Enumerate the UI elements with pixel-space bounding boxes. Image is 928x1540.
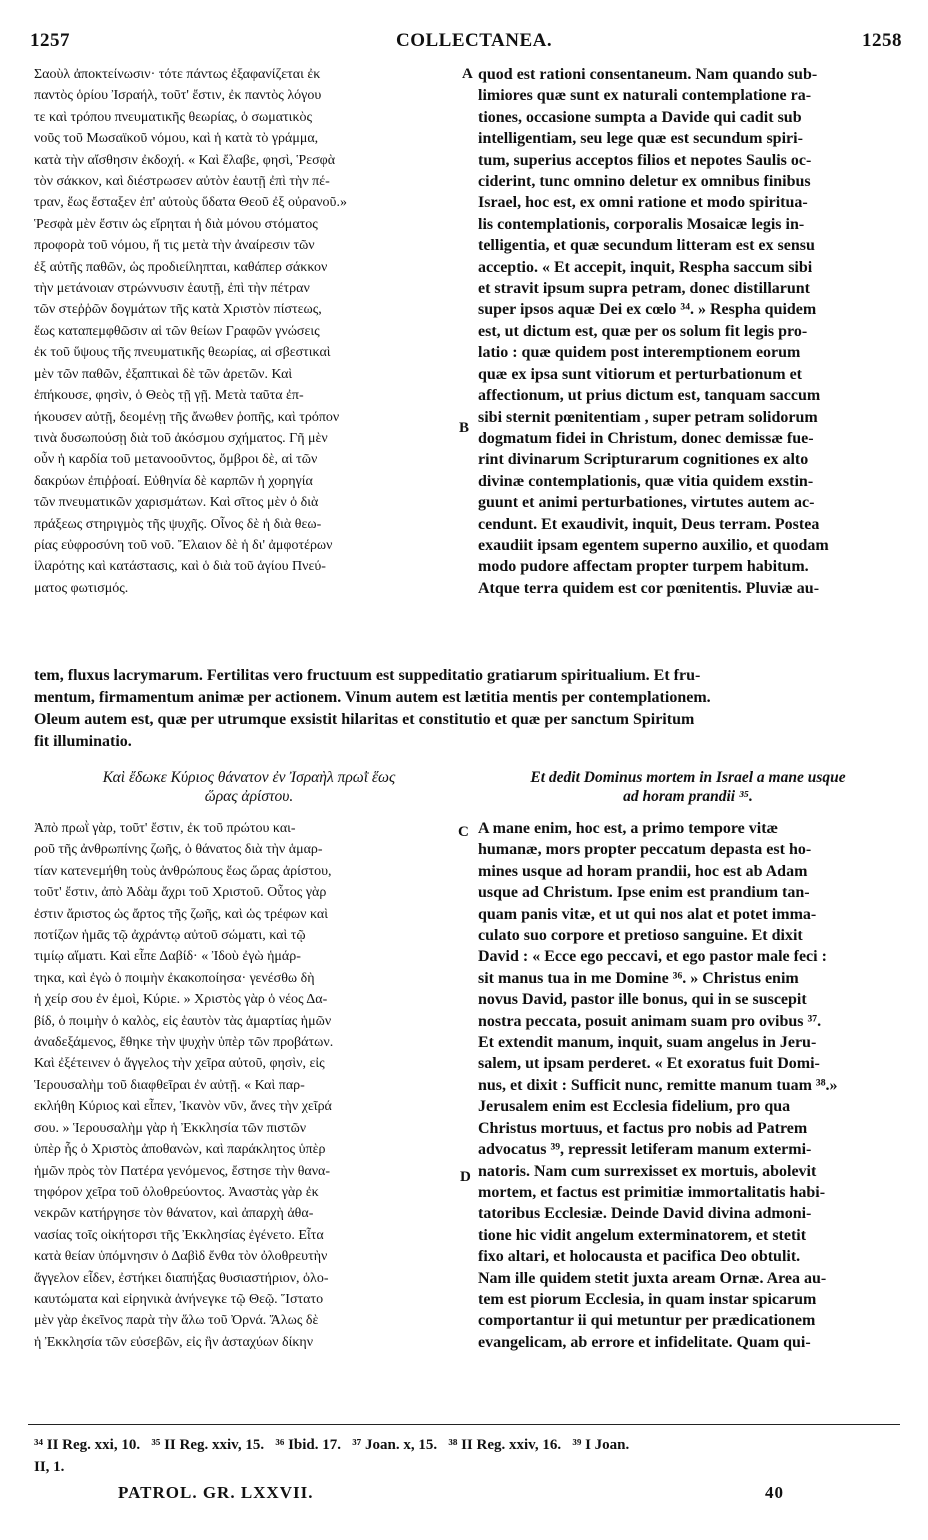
margin-marker-b: B [459,420,470,436]
series-signature: PATROL. GR. LXXVII. [118,1483,314,1502]
margin-marker-c: C [458,824,469,840]
heading-greek: Καὶ ἔδωκε Κύριος θάνατον ἐν Ἰσραὴλ πρωῒ ἕως ὥρας ἀρίστου. [102,769,396,805]
greek-column-bottom: Ἀπὸ πρωῒ γὰρ, τοῦτ' ἔστιν, ἐκ τοῦ πρώτου και- ροῦ τῆς ἀνθρωπίνης ζωῆς, ὁ θάνατος διὰ τὴν ἁμαρ- τίαν κατενεμήθη τοὺς ἀνθρώπους ἕως ὥρας ἀρίστου, τοῦτ' ἔστιν, ἀπὸ Ἀδὰμ ἄχρι τοῦ Χριστοῦ. Οὗτος γὰρ ἐστιν ἄριστος ὡς ἄρτος τῆς ζωῆς, καὶ ὡς τρέφων καὶ ποτίζων ἡμᾶς τῷ ἀχράντῳ αὐτοῦ σώματι, καὶ τῷ τιμίῳ αἵματι. Καὶ εἶπε Δαβίδ· « Ἰδοὺ ἐγὼ ἡμάρ- τηκα, καὶ ἐγὼ ὁ ποιμὴν ἐκακοποίησα· γενέσθω δὴ ἡ χείρ σου ἐν ἐμοὶ, Κύριε. » Χριστὸς γὰρ ὁ νέος Δα- βίδ, ὁ ποιμὴν ὁ καλὸς, εἰς ἑαυτὸν τὰς ἁμαρτίας ἡμῶν ἀναδεξάμενος, ἔθηκε τὴν ψυχὴν ὑπὲρ τῶν προβάτων. Καὶ ἐξέτεινεν ὁ ἄγγελος τὴν χεῖρα αὐτοῦ, φησὶν, εἰς Ἱερουσαλὴμ τοῦ διαφθεῖραι ἐν αὐτῇ. « Καὶ παρ- εκλήθη Κύριος καὶ εἶπεν, Ἱκανὸν νῦν, ἄνες τὴν χεῖρά σου. » Ἱερουσαλὴμ γὰρ ἡ Ἐκκλησία τῶν πιστῶν ὑπὲρ ἧς ὁ Χριστὸς ἀποθανὼν, καὶ παράκλητος ὑπὲρ ἡμῶν πρὸς τὸν Πατέρα γενόμενος, ἔστησε τὴν θανα- τηφόρον χεῖρα τοῦ ὀλοθρεύοντος. Ἀναστὰς γὰρ ἐκ νεκρῶν κατήργησε τὸν θάνατον, καὶ ἀπαρχὴ ἀθα- νασίας τοῖς οἰκήτορσι τῆς Ἐκκλησίας ἐγένετο. Εἶτα κατὰ θείαν ὑπόμνησιν ὁ Δαβὶδ ἔνθα τὸν ὀλοθρευτὴν ἄγγελον εἶδεν, ἐστήκει διαπήξας θυσιαστήριον, ὁλο- καυτώματα καὶ εἰρηνικὰ ἀνήνεγκε τῷ Θεῷ. Ἵστατο μὲν γὰρ ἐκεῖνος παρὰ τὴν ἅλω τοῦ Ὀρνά. Ἅλως δὲ ἡ Ἐκκλησία τῶν εὐσεβῶν, εἰς ἣν ἀσταχύων δίκην [34,821,334,1350]
latin-full-width-text: tem, fluxus lacrymarum. Fertilitas vero fructuum est suppeditatio gratiarum spiritualium. Et fru- mentum, firmamentum animæ per actionem. Vinum autem est lætitia mentis per contemplationem. Oleum autem est, quæ per utrumque exsistit hilaritas et constitutio et quæ per sanctum Spiritum fit illuminatio. [34,667,711,750]
footnote-rule [28,1424,900,1425]
page-number-right: 1258 [862,30,902,51]
margin-marker-a: A [462,66,473,82]
page-number-left: 1257 [30,30,70,51]
latin-column-bottom: A mane enim, hoc est, a primo tempore vitæ humanæ, mors propter peccatum depasta est ho- mines usque ad horam prandii, hoc est ab Adam usque ad Christum. Ipse enim est prandium tan- quam panis vitæ, et ut qui nos alat et potet imma- culato suo corpore et pretioso sanguine. Et dixit David : « Ecce ego peccavi, et ego pastor male feci : sit manus tua in me Domine ³⁶. » Christus enim novus David, pastor ille bonus, qui in se suscepit nostra peccata, posuit animam suam pro ovibus ³⁷. Et extendit manum, inquit, suam angelus in Jeru- salem, ut ipsam perderet. « Et exoratus fuit Domi- nus, et dixit : Sufficit nunc, remitte manum tuam ³⁸.» Jerusalem enim est Ecclesia fidelium, pro qua Christus mortuus, et factus pro nobis ad Patrem advocatus ³⁹, repressit letiferam manum extermi- natoris. Nam cum surrexisset ex mortuis, abolevit mortem, et factus est primitiæ immortalitatis habi- tatoribus Ecclesiæ. Deinde David divina admoni- tione hic vidit angelum exterminatorem, et stetit fixo altari, et holocausta et pacifica Deo obtulit. Nam ille quidem stetit juxta aream Ornæ. Area au- tem est piorum Ecclesia, in quam instar spicarum comportantur ii qui metuntur per prædicationem evangelicam, ab errore et infidelitate. Quam qui- [478,820,838,1351]
footnotes: ³⁴ II Reg. xxi, 10. ³⁵ II Reg. xxiv, 15. ³⁶ Ibid. 17. ³⁷ Joan. x, 15. ³⁸ II Reg. xxiv, 16. ³⁹ I Joan. II, 1. [34,1437,630,1475]
sheet-number: 40 [765,1483,784,1502]
margin-marker-d: D [460,1169,471,1185]
latin-column-top: quod est rationi consentaneum. Nam quando sub- limiores quæ sunt ex naturali contemplatione ra- tiones, occasione sumpta a Davide qui cadit sub intelligentiam, seu lege quæ est secundum spiri- tum, superius acceptos filios et nepotes Saulis oc- ciderint, tunc omnino deletur ex omnibus finibus Israel, hoc est, ex omni ratione et modo spiritua- lis contemplationis, corporalis Mosaicæ legis in- telligentia, et quæ secundum litteram est ex sensu acceptio. « Et accepit, inquit, Respha saccum sibi et stravit ipsum supra petram, donec distillarunt super ipsos aquæ Dei ex cœlo ³⁴. » Respha quidem est, ut dictum est, quæ per os solum fit legis pro- latio : quæ quidem post interemptionem eorum quæ ex ipsa sunt vitiorum et perturbationum et affectionum, ut prius dictum est, tanquam saccum sibi sternit pœnitentiam , super petram solidorum dogmatum fidei in Christum, donec demissæ fue- rint divinarum Scripturarum cognitiones ex alto divinæ contemplationis, quæ vitia quidem exstin- guunt et animi perturbationes, virtutes autem ac- cendunt. Et exaudivit, inquit, Deus terram. Postea exaudiit ipsam egentem superno auxilio, et quodam modo pudore affectam propter turpem habitum. Atque terra quidem est cor pœnitentis. Pluviæ au- [478,66,829,597]
running-title: COLLECTANEA. [396,30,553,51]
greek-column-top: Σαοὺλ ἀποκτείνωσιν· τότε πάντως ἐξαφανίζεται ἐκ παντὸς ὁρίου Ἰσραήλ, τοῦτ' ἔστιν, ἐκ παντὸς λόγου τε καὶ τρόπου πνευματικῆς θεωρίας, ὁ σωματικὸς νοῦς τοῦ Μωσαϊκοῦ νόμου, καὶ ἡ κατὰ τὸ γράμμα, κατὰ τὴν αἴσθησιν ἐκδοχή. « Καὶ ἔλαβε, φησὶ, Ῥεσφὰ τὸν σάκκον, καὶ διέστρωσεν αὐτὸν ἑαυτῇ ἐπὶ τὴν πέ- τραν, ἕως ἔσταξεν ἐπ' αὐτοὺς ὕδατα Θεοῦ ἐξ οὐρανοῦ.» Ῥεσφὰ μὲν ἔστιν ὡς εἴρηται ἡ διὰ μόνου στόματος προφορὰ τοῦ νόμου, ἤ τις μετὰ τὴν ἀναίρεσιν τῶν ἐξ αὐτῆς παθῶν, ὡς προδιείληπται, καθάπερ σάκκον τὴν μετάνοιαν στρώννυσιν ἑαυτῇ, ἐπὶ τὴν πέτραν τῶν στεῤῥῶν δογμάτων τῆς κατὰ Χριστὸν πίστεως, ἕως καταπεμφθῶσιν αἱ τῶν θείων Γραφῶν γνώσεις ἐκ τοῦ ὕψους τῆς πνευματικῆς θεωρίας, αἱ σβεστικαὶ μὲν τῶν παθῶν, ἐξαπτικαὶ δὲ τῶν ἀρετῶν. Καὶ ἐπήκουσε, φησὶν, ὁ Θεὸς τῇ γῇ. Μετὰ ταῦτα ἐπ- ήκουσεν αὐτῇ, δεομένῃ τῆς ἄνωθεν ῥοπῆς, καὶ τρόπον τινὰ δυσωπούσῃ διὰ τοῦ ἀκόσμου σχήματος. Γῆ μὲν οὖν ἡ καρδία τοῦ μετανοοῦντος, ὄμβροι δὲ, αἱ τῶν δακρύων ἐπιῤῥοαί. Εὐθηνία δὲ καρπῶν ἡ χορηγία τῶν πνευματικῶν χαρισμάτων. Καὶ σῖτος μὲν ὁ διὰ πράξεως στηριγμὸς τῆς ψυχῆς. Οἶνος δὲ ἡ διὰ θεω- ρίας εὐφροσύνη τοῦ νοῦ. Ἔλαιον δὲ ἡ δι' ἀμφοτέρων ἱλαρότης καὶ κατάστασις, καὶ ὁ διὰ τοῦ ἁγίου Πνεύ- ματος φωτισμός. [34,67,347,596]
heading-latin: Et dedit Dominus mortem in Israel a mane usque ad horam prandii ³⁵. [530,769,846,805]
